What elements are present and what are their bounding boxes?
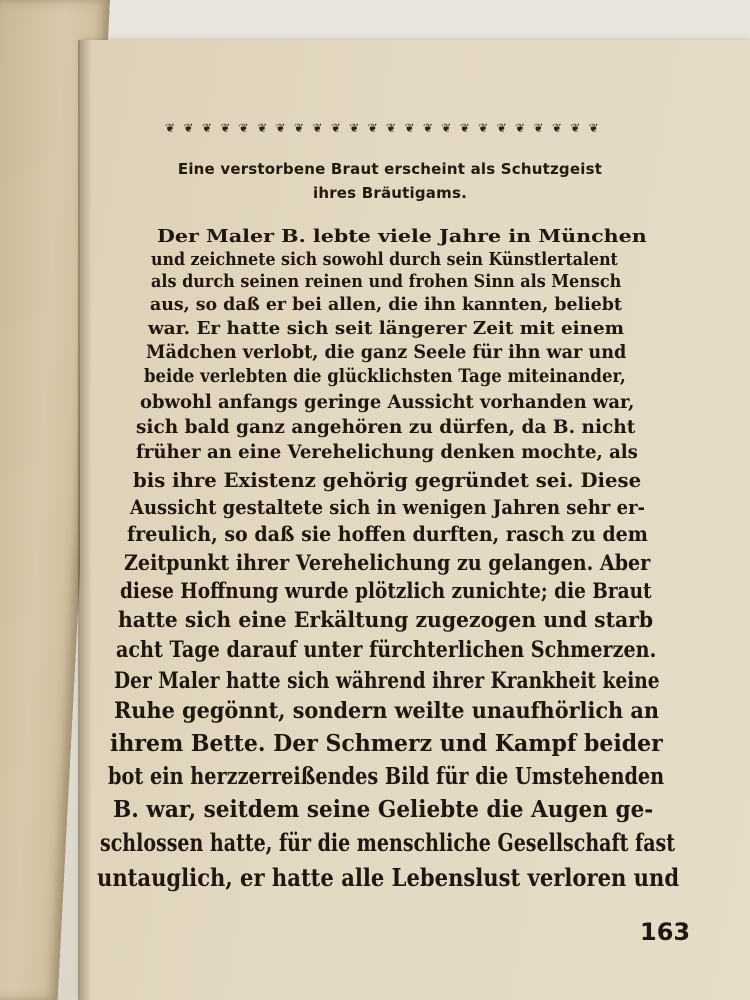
ornament-border (162, 121, 602, 135)
text-line: acht Tage darauf unter fürchterlichen Schmerzen. (116, 637, 657, 663)
ornament-glyph: ❦ (275, 121, 286, 135)
ornament-glyph: ❦ (496, 121, 507, 135)
text-line: Mädchen verlobt, die ganz Seele für ihn war und (146, 342, 627, 363)
ornament-glyph: ❦ (349, 121, 360, 135)
text-line: früher an eine Verehelichung denken mochte, als (136, 441, 638, 463)
text-line: Aussicht gestaltete sich in wenigen Jahren sehr er- (130, 495, 645, 519)
text-line: ihrem Bette. Der Schmerz und Kampf beider (110, 730, 663, 757)
text-line: Der Maler hatte sich während ihrer Krankheit keine (114, 668, 660, 694)
text-line: Ruhe gegönnt, sondern weilte unaufhörlich an (114, 698, 660, 724)
ornament-glyph: ❦ (570, 121, 581, 135)
text-line: bot ein herzzerreißendes Bild für die Umstehenden (108, 762, 665, 790)
ornament-glyph: ❦ (459, 121, 470, 135)
ornament-glyph: ❦ (293, 121, 304, 135)
ornament-glyph: ❦ (330, 121, 341, 135)
ornament-glyph: ❦ (312, 121, 323, 135)
ornament-glyph: ❦ (238, 121, 249, 135)
text-line: Zeitpunkt ihrer Verehelichung zu gelangen. Aber (124, 550, 651, 575)
ornament-glyph: ❦ (422, 121, 433, 135)
ornament-glyph: ❦ (551, 121, 562, 135)
text-line: sich bald ganz angehören zu dürfen, da B. nicht (136, 416, 636, 438)
ornament-glyph: ❦ (533, 121, 544, 135)
text-line: als durch seinen reinen und frohen Sinn als Mensch (151, 271, 622, 292)
ornament-glyph: ❦ (386, 121, 397, 135)
ornament-glyph: ❦ (201, 121, 212, 135)
ornament-glyph: ❦ (164, 121, 176, 135)
text-line: diese Hoffnung wurde plötzlich zunichte; die Braut (120, 579, 652, 604)
chapter-title-line-2: ihres Bräutigams. (312, 184, 467, 202)
ornament-glyph: ❦ (478, 121, 489, 135)
ornament-glyph: ❦ (183, 121, 194, 135)
text-line: war. Er hatte sich seit längerer Zeit mit einem (148, 318, 625, 339)
ornament-glyph: ❦ (367, 121, 378, 135)
ornament-glyph: ❦ (441, 121, 452, 135)
chapter-title-line-1: Eine verstorbene Braut erscheint als Schutzgeist (177, 160, 603, 178)
text-line: obwohl anfangs geringe Aussicht vorhanden war, (140, 391, 635, 413)
text-line: B. war, seitdem seine Geliebte die Augen ge- (113, 795, 654, 823)
text-line: und zeichnete sich sowohl durch sein Künstlertalent (151, 249, 618, 270)
text-line: aus, so daß er bei allen, die ihn kannten, beliebt (150, 294, 622, 315)
ornament-glyph: ❦ (588, 121, 599, 135)
ornament-glyph: ❦ (404, 121, 415, 135)
page-number: 163 (640, 918, 691, 946)
text-line: freulich, so daß sie hoffen durften, rasch zu dem (127, 522, 648, 546)
text-line: hatte sich eine Erkältung zugezogen und starb (118, 608, 654, 633)
ornament-glyph: ❦ (220, 121, 231, 135)
ornament-glyph: ❦ (514, 121, 526, 135)
text-line: bis ihre Existenz gehörig gegründet sei. Diese (133, 468, 642, 492)
text-line: Der Maler B. lebte viele Jahre in München (157, 226, 647, 247)
text-line: untauglich, er hatte alle Lebenslust verloren und (97, 863, 680, 892)
text-line: schlossen hatte, für die menschliche Gesellschaft fast (100, 828, 675, 857)
book-gutter (78, 40, 92, 1000)
ornament-glyph: ❦ (257, 121, 268, 135)
text-line: beide verlebten die glücklichsten Tage miteinander, (144, 366, 626, 387)
